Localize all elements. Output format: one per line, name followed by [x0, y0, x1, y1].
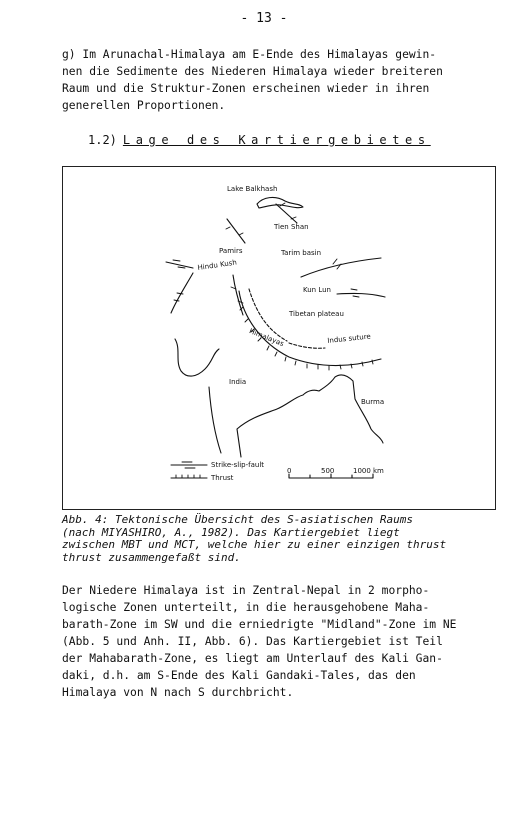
- legend-thrust-label: Thrust: [211, 474, 234, 482]
- scale-unit-label: km: [373, 467, 384, 475]
- tectonic-map-figure: [62, 166, 496, 510]
- text-line: (Abb. 5 und Anh. II, Abb. 6). Das Kartiergebiet ist Teil: [62, 635, 443, 648]
- text-line: g) Im Arunachal-Himalaya am E-Ende des Himalayas gewin-: [62, 48, 437, 61]
- text-line: nen die Sedimente des Niederen Himalaya wieder breiteren: [62, 65, 443, 78]
- label-tien-shan: Tien Shan: [274, 223, 309, 231]
- label-indus-suture: Indus suture: [327, 332, 372, 345]
- scale-tick-label: 1000: [353, 467, 371, 475]
- text-line: Raum und die Struktur-Zonen erscheinen wieder in ihren: [62, 82, 430, 95]
- label-pamirs: Pamirs: [219, 247, 243, 255]
- coastline-india: [209, 387, 221, 453]
- text-line: Himalaya von N nach S durchbricht.: [62, 686, 294, 699]
- chaman-fault: [171, 273, 193, 313]
- coastline-bengal: [237, 375, 383, 457]
- coastline-west: [175, 339, 219, 376]
- text-line: der Mahabarath-Zone, es liegt am Unterlauf des Kali Gan-: [62, 652, 443, 665]
- section-title: Lage des Kartiergebietes: [122, 133, 431, 147]
- kun-lun-fault: [337, 293, 385, 297]
- section-heading: [88, 133, 431, 147]
- caption-line: (nach MIYASHIRO, A., 1982). Das Kartiergebiet liegt: [62, 525, 400, 539]
- label-tarim-basin: Tarim basin: [281, 249, 322, 257]
- caption-line: Abb. 4: Tektonische Übersicht des S-asiatischen Raums: [62, 513, 413, 526]
- label-himalayas: Himalayas: [248, 327, 285, 349]
- section-number: 1.2): [88, 133, 117, 147]
- label-lake-balkhash: Lake Balkhash: [227, 185, 278, 193]
- intro-paragraph: [62, 46, 443, 114]
- text-line: daki, d.h. am S-Ende des Kali Gandaki-Tales, das den: [62, 669, 416, 682]
- figure-caption: [62, 514, 446, 564]
- fault-arrow-mark: [351, 289, 359, 297]
- label-kun-lun: Kun Lun: [303, 286, 331, 294]
- text-line: logische Zonen unterteilt, in die herausgehobene Maha-: [62, 601, 430, 614]
- altyn-tagh-fault: [301, 258, 381, 277]
- text-line: barath-Zone im SW und die erniedrigte "Midland"-Zone im NE: [62, 618, 457, 631]
- pamirs-fault: [227, 219, 245, 243]
- legend-strike-slip-label: Strike-slip-fault: [211, 461, 265, 469]
- fault-arrow-mark: [333, 259, 341, 269]
- indus-suture: [289, 343, 325, 348]
- text-line: generellen Proportionen.: [62, 99, 226, 112]
- caption-line: zwischen MBT und MCT, welche hier zu einer einzigen thrust: [62, 538, 447, 551]
- text-line: Der Niedere Himalaya ist in Zentral-Nepal in 2 morpho-: [62, 584, 430, 597]
- page-number: - 13 -: [240, 11, 288, 26]
- scale-tick-label: 0: [287, 467, 292, 475]
- label-hindu-kush: Hindu Kush: [197, 258, 238, 272]
- label-burma: Burma: [361, 398, 385, 406]
- label-india: India: [229, 378, 247, 386]
- himalayan-thrust: [239, 291, 381, 366]
- caption-line: thrust zusammengefaßt sind.: [62, 550, 241, 564]
- scale-tick-label: 500: [321, 467, 335, 475]
- body-paragraph: [62, 582, 456, 701]
- label-tibetan-plateau: Tibetan plateau: [289, 310, 344, 318]
